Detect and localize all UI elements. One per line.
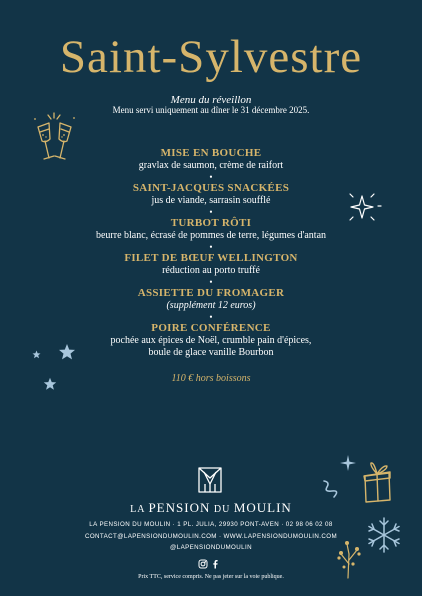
instagram-icon[interactable] [199, 560, 207, 568]
course-name: POIRE CONFÉRENCE [151, 322, 271, 334]
course-name: ASSIETTE DU FROMAGER [137, 287, 285, 299]
course-item [0, 147, 422, 172]
star-icon [32, 350, 41, 359]
logo-word-moulin: MOULIN [233, 500, 292, 515]
contact-social-handle: @LAPENSIONDUMOULIN [170, 544, 252, 551]
course-description: pochée aux épices de Noël, crumble pain d'épices, [110, 335, 312, 346]
brand-logo-text [0, 500, 422, 516]
course-name: FILET DE BŒUF WELLINGTON [124, 252, 298, 264]
squiggle-icon [320, 478, 344, 500]
gift-icon [360, 460, 394, 504]
course-separator: • [209, 312, 213, 322]
course-description: (supplément 12 euros) [166, 300, 256, 311]
logo-prefix: LA [130, 504, 145, 515]
page-title: Saint-Sylvestre [59, 31, 363, 83]
pension-logo-icon [195, 466, 225, 494]
logo-word-pension: PENSION [148, 500, 211, 515]
contact-web: CONTACT@LAPENSIONDUMOULIN.COM · WWW.LAPENSIONDUMOULIN.COM [84, 533, 338, 540]
course-item [0, 252, 422, 277]
course-description: beurre blanc, écrasé de pommes de terre, légumes d'antan [95, 230, 327, 241]
sparkle-icon [346, 190, 382, 224]
course-description: jus de viande, sarrasin soufflé [151, 195, 271, 206]
legal-notice: Prix TTC, service compris. Ne pas jeter sur la voie publique. [138, 574, 284, 580]
menu-service-note: Menu servi uniquement au dîner le 31 décembre 2025. [112, 105, 310, 115]
menu-subtitle: Menu du réveillon [170, 94, 252, 106]
facebook-icon[interactable] [213, 560, 217, 569]
course-item [0, 287, 422, 312]
course-name: TURBOT RÔTI [170, 217, 252, 229]
course-name: SAINT-JACQUES SNACKÉES [132, 182, 290, 194]
star-icon [58, 343, 76, 361]
menu-price: 110 € hors boissons [171, 373, 251, 384]
course-separator: • [209, 277, 213, 287]
course-separator: • [209, 207, 213, 217]
course-name: MISE EN BOUCHE [160, 147, 262, 159]
logo-du: DU [213, 504, 231, 515]
sparkle-icon [340, 455, 356, 471]
social-icons [198, 559, 224, 569]
course-description: réduction au porto truffé [162, 265, 260, 276]
course-separator: • [209, 242, 213, 252]
course-description: boule de glace vanille Bourbon [148, 347, 274, 358]
star-icon [43, 377, 57, 391]
course-separator: • [209, 172, 213, 182]
course-description: gravlax de saumon, crème de raifort [138, 160, 284, 171]
contact-address: LA PENSION DU MOULIN · 1 PL. JULIA, 29930 PONT-AVEN · 02 98 06 02 08 [89, 521, 333, 528]
